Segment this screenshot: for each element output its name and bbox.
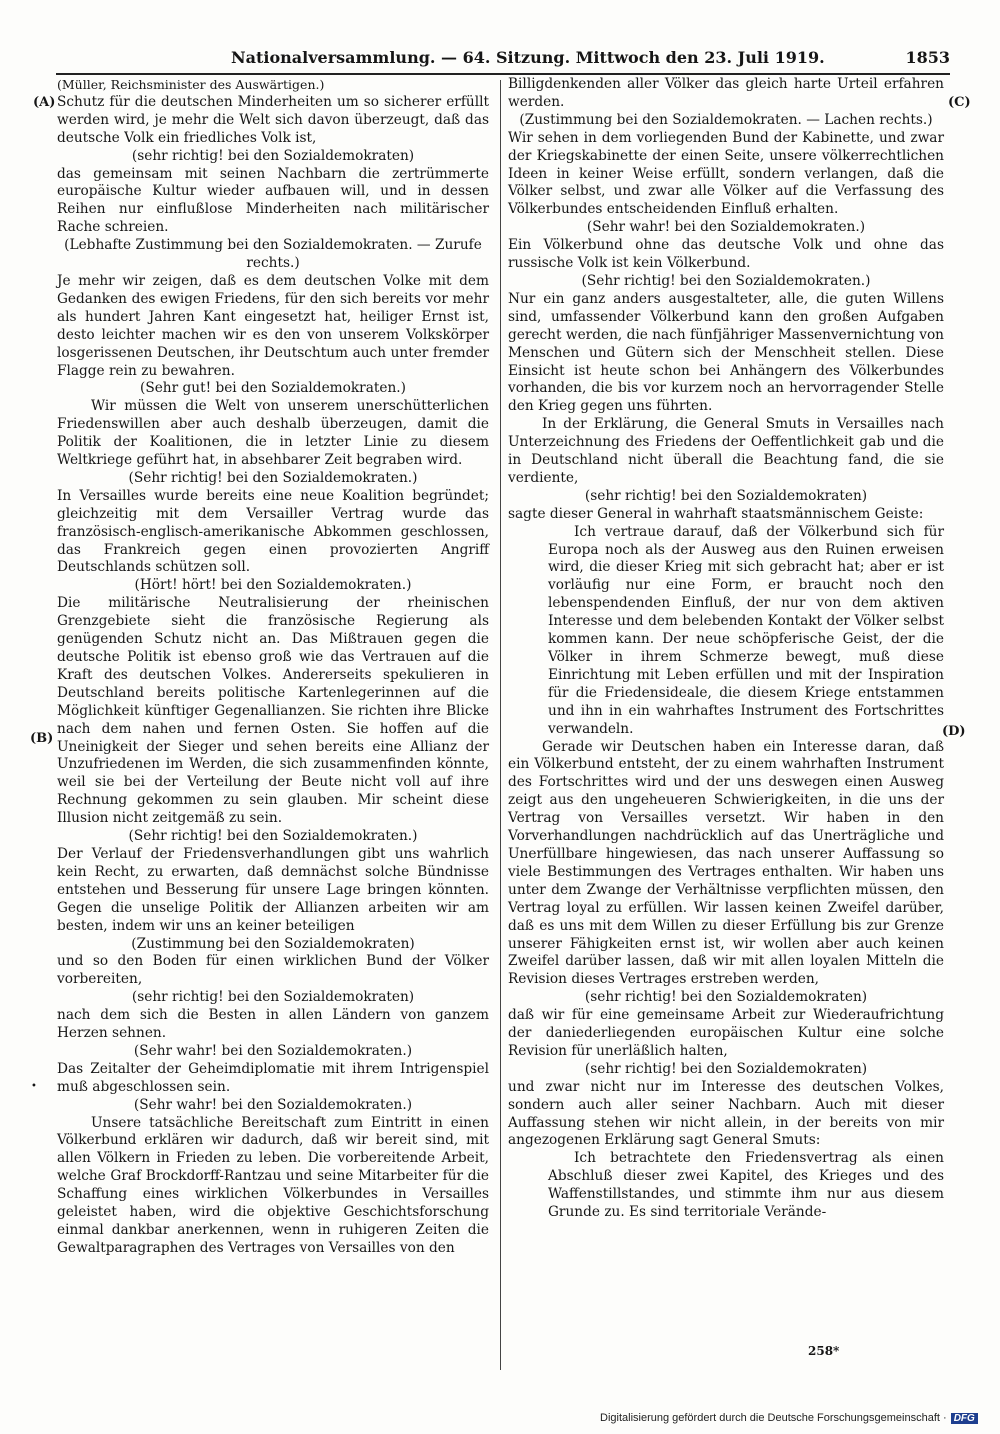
left-column	[57, 76, 489, 1258]
margin-mark-d: (D)	[942, 724, 966, 739]
quotation: Ich vertraue darauf, daß der Völkerbund sich für Europa noch als der Ausweg aus den Ruinen erweisen wird, die dieser Krieg mit sich gebracht hat; aber er ist vorläufig nur eine Form, er braucht noch den lebenspendenden Einfluß, der nur von dem aktiven Interesse und dem belebenden Kontakt der Völker selbst kommen kann. Der neue schöpferische Geist, der die Völker in ihrem Schmerze bewegt, muß diese Einrichtung mit Leben erfüllen und mit der Inspiration für die Friedensideale, die diesem Kriege entstammen und ihn in ein wahrhaftes Instrument des Fortschrittes verwandeln.	[548, 523, 944, 737]
interjection: (Lebhafte Zustimmung bei den Sozialdemokraten. — Zurufe rechts.)	[64, 237, 482, 272]
running-header	[56, 48, 950, 72]
paragraph: und so den Boden für einen wirklichen Bund der Völker vorbereiten,	[57, 953, 489, 988]
paragraph: Nur ein ganz anders ausgestalteter, alle, die guten Willens sind, umfassender Völkerbund kann den großen Aufgaben gerecht werden, die nach fünfjähriger Massenvernichtung von Menschen und Gütern sich der Menschheit stellen. Diese Einsicht ist heute schon bei Anhängern des Völkerbundes vorhanden, die bis vor kurzem noch an hervorragender Stelle den Krieg gegen uns führten.	[508, 290, 944, 415]
bullet-mark: •	[31, 1081, 37, 1092]
paragraph: Wir müssen die Welt von unserem unerschütterlichen Friedenswillen aber auch deshalb überzeugen, damit die Politik der Koalitionen, die in letzter Linie zu diesem Weltkriege geführt hat, in absehbarer Zeit begraben wird.	[57, 398, 489, 469]
right-column	[508, 76, 944, 1222]
interjection: (sehr richtig! bei den Sozialdemokraten)	[584, 1060, 868, 1077]
column-separator	[500, 80, 501, 1370]
paragraph: In der Erklärung, die General Smuts in Versailles nach Unterzeichnung des Friedens der Oeffentlichkeit gab und die in Deutschland nicht überall die Beachtung fand, die sie verdiente,	[508, 416, 944, 486]
interjection: (Zustimmung bei den Sozialdemokraten. — Lachen rechts.)	[519, 111, 933, 128]
interjection: (Zustimmung bei den Sozialdemokraten)	[131, 935, 415, 952]
paragraph: Ein Völkerbund ohne das deutsche Volk und ohne das russische Volk ist kein Völkerbund.	[508, 237, 944, 272]
interjection: (sehr richtig! bei den Sozialdemokraten)	[584, 487, 868, 504]
paragraph: nach dem sich die Besten in allen Ländern von ganzem Herzen sehnen.	[57, 1007, 489, 1042]
interjection: (Sehr wahr! bei den Sozialdemokraten.)	[133, 1042, 413, 1059]
interjection: (Sehr richtig! bei den Sozialdemokraten.)	[581, 272, 871, 289]
interjection: (Sehr wahr! bei den Sozialdemokraten.)	[586, 219, 866, 236]
margin-mark-c: (C)	[948, 95, 971, 110]
dfg-logo: DFG	[951, 1413, 978, 1424]
paragraph: In Versailles wurde bereits eine neue Koalition begründet; gleichzeitig mit dem Versailler Vertrag wurde das französisch-englisch-amerikanische Abkommen geschlossen, das Frankreich gegen einen provozierten Angriff Deutschlands schützen soll.	[57, 487, 489, 576]
paragraph: Gerade wir Deutschen haben ein Interesse daran, daß ein Völkerbund entsteht, der zu einem wahrhaften Instrument des Fortschrittes wird und der uns deswegen einen Ausweg zeigt aus den ungeheueren Schwierigkeiten, in die uns der Vertrag von Versailles versetzt. Wir haben in den Vorverhandlungen nachdrücklich auf das Unerträgliche und Unerfüllbare hingewiesen, das nach unserer Auffassung so viele Bestimmungen des Vertrages enthalten. Wir haben uns unter dem Zwange der Verhältnisse verpflichten müssen, den Vertrag loyal zu erfüllen. Wir lassen keinen Zweifel darüber, daß es uns mit dem Willen zu dieser Erfüllung bis zur Grenze unserer Fähigkeiten ernst ist, wir wollen aber auch keinen Zweifel darüber lassen, daß wir mit allen loyalen Mitteln die Revision dieses Vertrages erstreben werden,	[508, 738, 944, 988]
header-rule	[56, 73, 950, 75]
sheet-signature: 258*	[808, 1344, 840, 1358]
interjection: (sehr richtig! bei den Sozialdemokraten)	[131, 989, 415, 1006]
header-page-number: 1853	[905, 48, 950, 67]
paragraph: Schutz für die deutschen Minderheiten um so sicherer erfüllt werden wird, je mehr die Welt sich davon überzeugt, daß das deutsche Volk ein friedliches Volk ist,	[57, 93, 489, 146]
paragraph: Unsere tatsächliche Bereitschaft zum Eintritt in einen Völkerbund erklären wir dadurch, daß wir bereit sind, mit allen Völkern in Frieden zu leben. Die vorbereitende Arbeit, welche Graf Brockdorff-Rantzau und seine Mitarbeiter für die Schaffung eines wirklichen Völkerbundes in Versailles geleistet haben, wird die objektive Geschichtsforschung einmal dankbar anerkennen, wenn in ruhigeren Zeiten die Gewaltparagraphen des Vertrages von Versailles von den	[57, 1114, 489, 1256]
paragraph: das gemeinsam mit seinen Nachbarn die zertrümmerte europäische Kultur wieder aufbauen will, und in dessen Reihen nur einflußlose Minderheiten nach militärischer Rache schreien.	[57, 165, 489, 236]
header-title: Nationalversammlung. — 64. Sitzung. Mittwoch den 23. Juli 1919.	[231, 48, 825, 67]
paragraph: Die militärische Neutralisierung der rheinischen Grenzgebiete sieht die französische Regierung als genügenden Schutz nicht an. Das Mißtrauen gegen die deutsche Politik ist ebenso groß wie das Vertrauen auf die Kraft des deutschen Volkes. Andererseits spekulieren in Deutschland bereits politische Kartenlegerinnen auf die Möglichkeit künftiger Gegenallianzen. Sie richten ihre Blicke nach dem nahen und fernen Osten. Sie hoffen auf die Uneinigkeit der Sieger und sehen bereits eine Allianz der Unzufriedenen im Werden, die sich zusammenfinden könnte, weil sie bei der Verteilung der Beute nicht voll auf ihre Rechnung gekommen zu sein glauben. Mir scheint diese Illusion nicht zeitgemäß zu sein.	[57, 595, 489, 827]
interjection: (Sehr gut! bei den Sozialdemokraten.)	[139, 380, 406, 397]
paragraph: sagte dieser General in wahrhaft staatsmännischem Geiste:	[508, 505, 924, 522]
interjection: (Sehr wahr! bei den Sozialdemokraten.)	[133, 1096, 413, 1113]
margin-mark-b: (B)	[30, 731, 54, 746]
speaker-attribution: (Müller, Reichsminister des Auswärtigen.)	[57, 77, 325, 92]
paragraph: Das Zeitalter der Geheimdiplomatie mit ihrem Intrigenspiel muß abgeschlossen sein.	[57, 1060, 489, 1095]
interjection: (sehr richtig! bei den Sozialdemokraten)	[131, 147, 415, 164]
footer-text: Digitalisierung gefördert durch die Deutsche Forschungsgemeinschaft ·	[600, 1412, 947, 1424]
interjection: (Sehr richtig! bei den Sozialdemokraten.)	[128, 828, 418, 845]
paragraph: Billigdenkenden aller Völker das gleich harte Urteil erfahren werden.	[508, 76, 944, 110]
paragraph: Der Verlauf der Friedensverhandlungen gibt uns wahrlich kein Recht, zu erwarten, daß demnächst solche Bündnisse entstehen und Besserung für unsere Lage bringen könnten. Gegen die unselige Politik der Allianzen arbeiten wir am besten, indem wir uns an keiner beteiligen	[57, 845, 489, 934]
interjection: (Sehr richtig! bei den Sozialdemokraten.)	[128, 469, 418, 486]
margin-mark-a: (A)	[33, 95, 56, 110]
paragraph: daß wir für eine gemeinsame Arbeit zur Wiederaufrichtung der daniederliegenden europäischen Kultur eine solche Revision für unerläßlich halten,	[508, 1007, 944, 1059]
interjection: (Hört! hört! bei den Sozialdemokraten.)	[134, 577, 412, 594]
digitization-footer	[600, 1412, 978, 1424]
quotation: Ich betrachtete den Friedensvertrag als einen Abschluß dieser zwei Kapitel, des Krieges und des Waffenstillstandes, und stimmte ihm nur aus diesem Grunde zu. Es sind territoriale Verände-	[548, 1150, 944, 1221]
paragraph: Wir sehen in dem vorliegenden Bund der Kabinette, und zwar der Kriegskabinette der einen Seite, unsere völkerrechtlichen Ideen in keiner Weise erfüllt, sondern verlangen, daß die Völker selbst, und zwar alle Völker auf die Verfassung des Völkerbundes entscheidenden Einfluß erhalten.	[508, 129, 944, 218]
paragraph: und zwar nicht nur im Interesse des deutschen Volkes, sondern auch aller seiner Nachbarn. Auch mit dieser Auffassung stehen wir nicht allein, in der bereits von mir angezogenen Erklärung sagt General Smuts:	[508, 1078, 944, 1149]
interjection: (sehr richtig! bei den Sozialdemokraten)	[584, 989, 868, 1006]
paragraph: Je mehr wir zeigen, daß es dem deutschen Volke mit dem Gedanken des ewigen Friedens, für den sich bereits vor mehr als hundert Jahren Kant eingesetzt hat, heiliger Ernst ist, desto leichter machen wir es den von unserem Volkskörper losgerissenen Deutschen, ihr Deutschtum auch unter fremder Flagge rein zu bewahren.	[57, 272, 489, 379]
